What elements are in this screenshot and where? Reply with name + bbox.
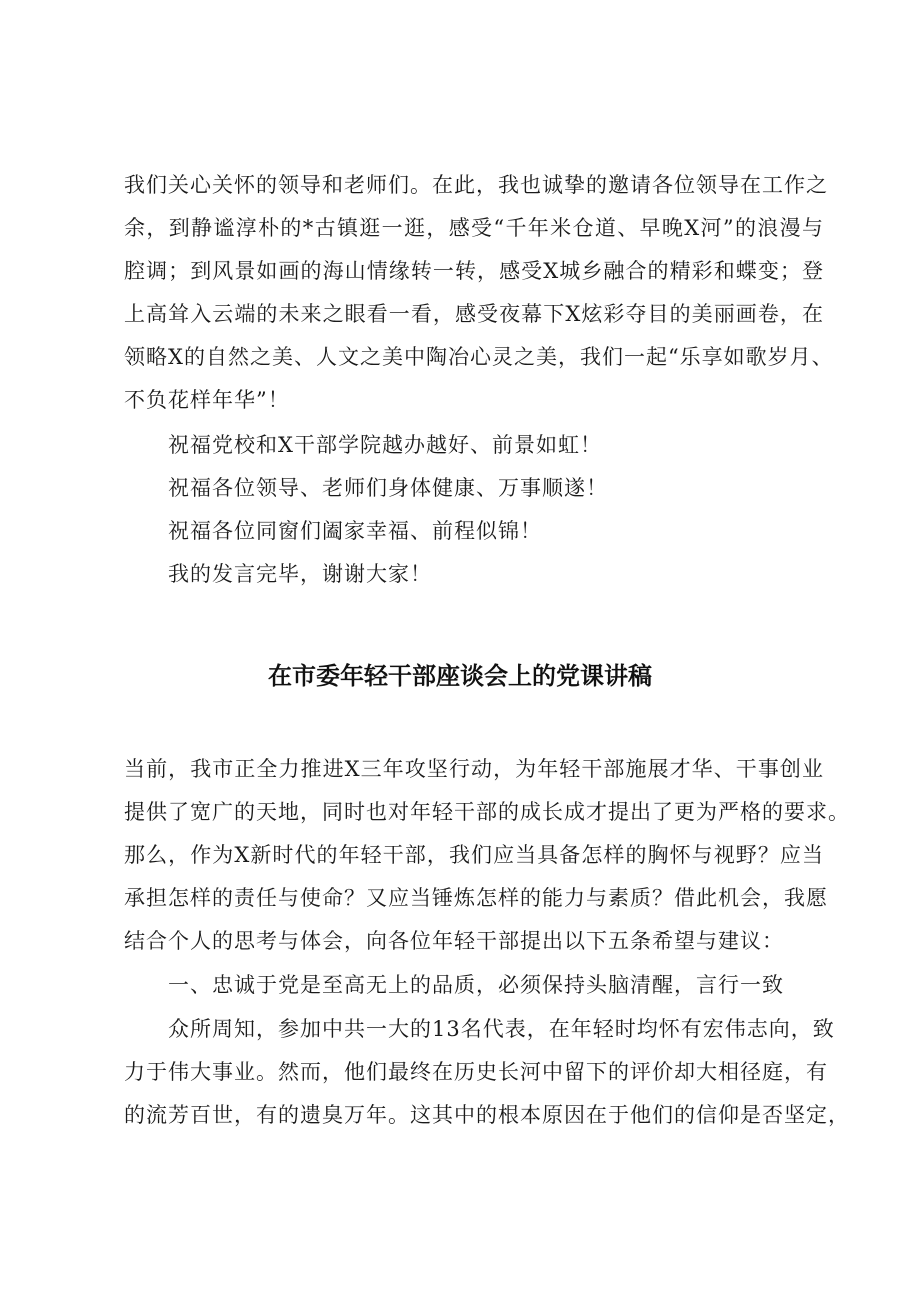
paragraph-line: 众所周知，参加中共一大的13名代表，在年轻时均怀有宏伟志向，致 [168, 1017, 835, 1041]
paragraph-line: 结合个人的思考与体会，向各位年轻干部提出以下五条希望与建议： [124, 929, 784, 953]
paragraph-line: 我们关心关怀的领导和老师们。在此，我也诚挚的邀请各位领导在工作之 [124, 173, 828, 197]
paragraph-line: 提供了宽广的天地，同时也对年轻干部的成长成才提出了更为严格的要求。 [124, 800, 850, 824]
paragraph-line: 上高耸入云端的未来之眼看一看，感受夜幕下X炫彩夺目的美丽画卷，在 [124, 302, 824, 326]
paragraph-line: 的流芳百世，有的遗臭万年。这其中的根本原因在于他们的信仰是否坚定， [124, 1103, 850, 1127]
paragraph-line: 当前，我市正全力推进X三年攻坚行动，为年轻干部施展才华、干事创业 [124, 757, 824, 781]
paragraph-line: 余，到静谧淳朴的*古镇逛一逛，感受“千年米仓道、早晚X河”的浪漫与 [124, 216, 824, 240]
paragraph-line: 领略X的自然之美、人文之美中陶冶心灵之美，我们一起“乐享如歌岁月、 [124, 345, 834, 369]
paragraph-line: 那么，作为X新时代的年轻干部，我们应当具备怎样的胸怀与视野？应当 [124, 843, 824, 867]
wish-line: 祝福各位同窗们阖家幸福、前程似锦！ [168, 519, 542, 543]
document-title: 在市委年轻干部座谈会上的党课讲稿 [268, 662, 652, 690]
paragraph-line: 承担怎样的责任与使命？又应当锤炼怎样的能力与素质？借此机会，我愿 [124, 886, 828, 910]
paragraph-line: 不负花样年华”！ [124, 388, 290, 412]
section-heading: 一、忠诚于党是至高无上的品质，必须保持头脑清醒，言行一致 [168, 973, 784, 997]
closing-line: 我的发言完毕，谢谢大家！ [168, 562, 432, 586]
wish-line: 祝福党校和X干部学院越办越好、前景如虹！ [168, 433, 602, 457]
paragraph-line: 腔调；到风景如画的海山情缘转一转，感受X城乡融合的精彩和蝶变；登 [124, 259, 824, 283]
paragraph-line: 力于伟大事业。然而，他们最终在历史长河中留下的评价却大相径庭，有 [124, 1060, 828, 1084]
wish-line: 祝福各位领导、老师们身体健康、万事顺遂！ [168, 476, 608, 500]
